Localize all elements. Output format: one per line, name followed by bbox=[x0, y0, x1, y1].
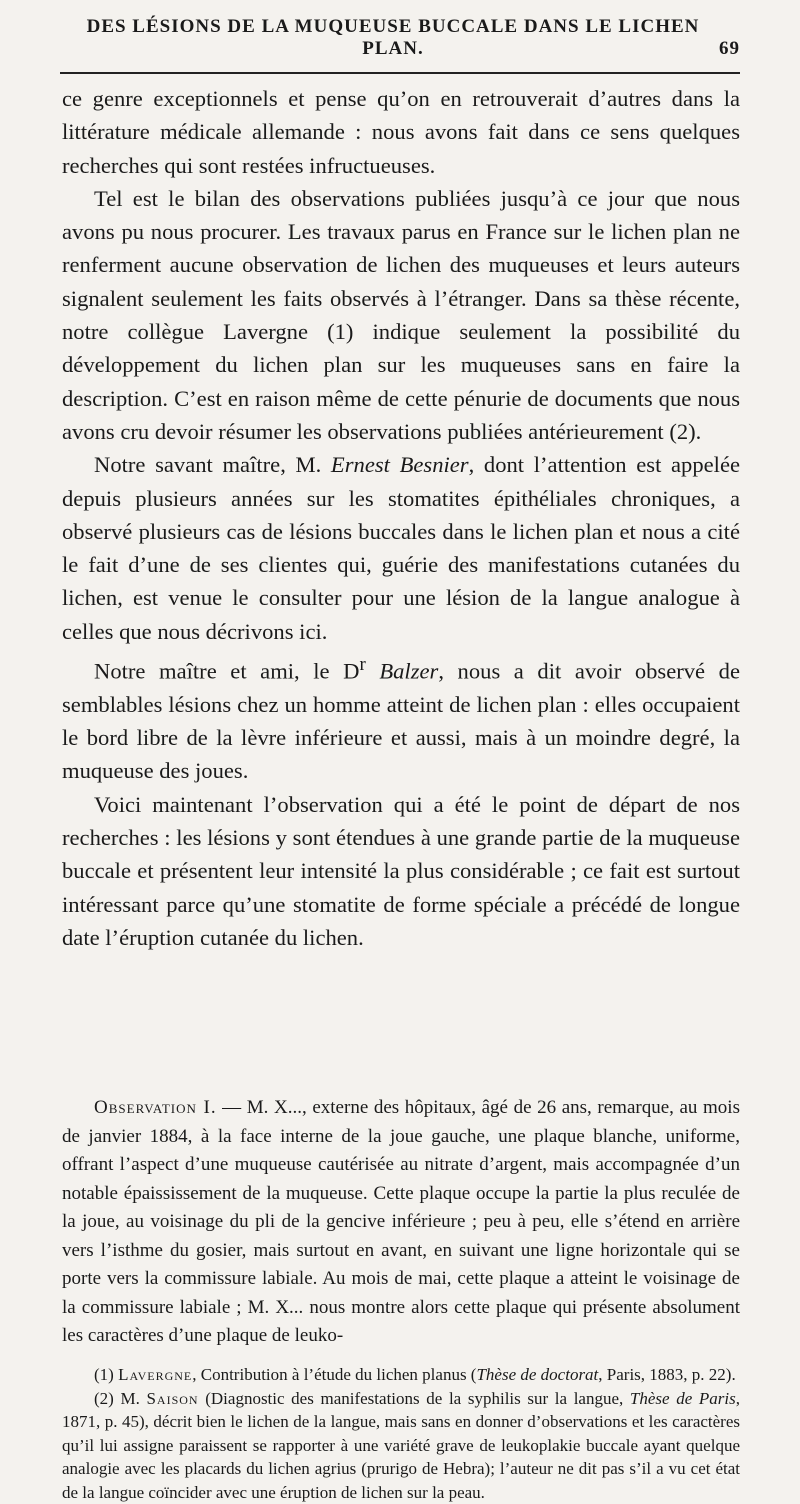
header-rule bbox=[60, 72, 740, 74]
paragraph-4 bbox=[62, 648, 740, 788]
footnote-2-text-b: , 1871, p. 45), décrit bien le lichen de la langue, mais sans en donner d’observations et les caractères qu’il lui assigne paraissent se rapporter à une variété grave de leukoplakie buccale ayant quelque analogie avec les placards du lichen agrius (prurigo de Hebra); l’auteur ne dit pas s’il a vu cet état de la langue coïncider avec une éruption de lichen sur la peau. bbox=[62, 1389, 740, 1502]
footnote-2-title: Thèse de Paris bbox=[630, 1389, 736, 1408]
running-header bbox=[60, 30, 740, 60]
footnote-1-title: Thèse de doctorat bbox=[476, 1365, 598, 1384]
doctor-superscript: r bbox=[359, 654, 365, 675]
paragraph-4-rest: , nous a dit avoir observé de semblables lésions chez un homme atteint de lichen plan : elles occupaient le bord libre de la lèvre inférieure et aussi, mais à un moindre degré, la muqueuse des joues. bbox=[62, 659, 740, 784]
footnote-1-author: Lavergne bbox=[118, 1365, 192, 1384]
author-name-balzer: Balzer bbox=[379, 659, 438, 684]
page-number: 69 bbox=[700, 38, 740, 60]
footnote-1-mark: (1) bbox=[94, 1365, 118, 1384]
footnote-2 bbox=[62, 1387, 740, 1504]
observation-label: Observation I. bbox=[94, 1097, 217, 1118]
observation-text: — M. X..., externe des hôpitaux, âgé de 26 ans, remarque, au mois de janvier 1884, à la face interne de la joue gauche, une plaque blanche, uniforme, offrant l’aspect d’une muqueuse cautérisée au nitrate d’argent, mais accompagnée d’un notable épaississement de la muqueuse. Cette plaque occupe la partie la plus reculée de la joue, au voisinage du pli de la gencive inférieure ; peu à peu, elle s’étend en arrière vers l’isthme du gosier, mais surtout en avant, en suivant une ligne horizontale qui se porte vers la commissure labiale. Au mois de mai, cette plaque a atteint le voisinage de la commissure labiale ; M. X... nous montre alors cette plaque qui présente absolument les caractères d’une plaque de leuko- bbox=[62, 1097, 740, 1346]
observation-paragraph bbox=[62, 1094, 740, 1351]
footnote-1 bbox=[62, 1363, 740, 1387]
paragraph-4-start: Notre maître et ami, le D bbox=[94, 659, 359, 684]
paragraph-3-rest: , dont l’attention est appelée depuis plusieurs années sur les stomatites épithéliales chroniques, a observé plusieurs cas de lésions buccales dans le lichen plan et nous a cité le fait d’une de ses clientes qui, guérie des manifestations cutanées du lichen, est venue le consulter pour une lésion de la langue analogue à celles que nous décrivons ici. bbox=[62, 452, 740, 643]
footnote-2-text-a: (Diagnostic des manifestations de la syphilis sur la langue, bbox=[199, 1389, 630, 1408]
footnote-1-text-a: , Contribution à l’étude du lichen planus ( bbox=[192, 1365, 476, 1384]
paragraph-3 bbox=[62, 448, 740, 648]
paragraph-5: Voici maintenant l’observation qui a été le point de départ de nos recherches : les lésions y sont étendues à une grande partie de la muqueuse buccale et présentent leur intensité la plus considérable ; ce fait est surtout intéressant parce qu’une stomatite de forme spéciale a précédé de longue date l’éruption cutanée du lichen. bbox=[62, 788, 740, 954]
footnote-1-text-b: , Paris, 1883, p. 22). bbox=[598, 1365, 735, 1384]
paragraph-1: ce genre exceptionnels et pense qu’on en retrouverait d’autres dans la littérature médicale allemande : nous avons fait dans ce sens quelques recherches qui sont restées infructueuses. bbox=[62, 82, 740, 182]
running-title: DES LÉSIONS DE LA MUQUEUSE BUCCALE DANS LE LICHEN PLAN. bbox=[60, 16, 700, 60]
footnotes bbox=[62, 1363, 740, 1504]
footnote-2-author: Saison bbox=[146, 1389, 198, 1408]
paragraph-3-start: Notre savant maître, M. bbox=[94, 452, 331, 477]
observation-block bbox=[62, 1094, 740, 1351]
author-name-besnier: Ernest Besnier bbox=[331, 452, 469, 477]
footnote-2-mark: (2) M. bbox=[94, 1389, 146, 1408]
main-text bbox=[62, 82, 740, 954]
paragraph-2: Tel est le bilan des observations publiées jusqu’à ce jour que nous avons pu nous procurer. Les travaux parus en France sur le lichen plan ne renferment aucune observation de lichen des muqueuses et leurs auteurs signalent seulement les faits observés à l’étranger. Dans sa thèse récente, notre collègue Lavergne (1) indique seulement la possibilité du développement du lichen plan sur les muqueuses sans en faire la description. C’est en raison même de cette pénurie de documents que nous avons cru devoir résumer les observations publiées antérieurement (2). bbox=[62, 182, 740, 448]
